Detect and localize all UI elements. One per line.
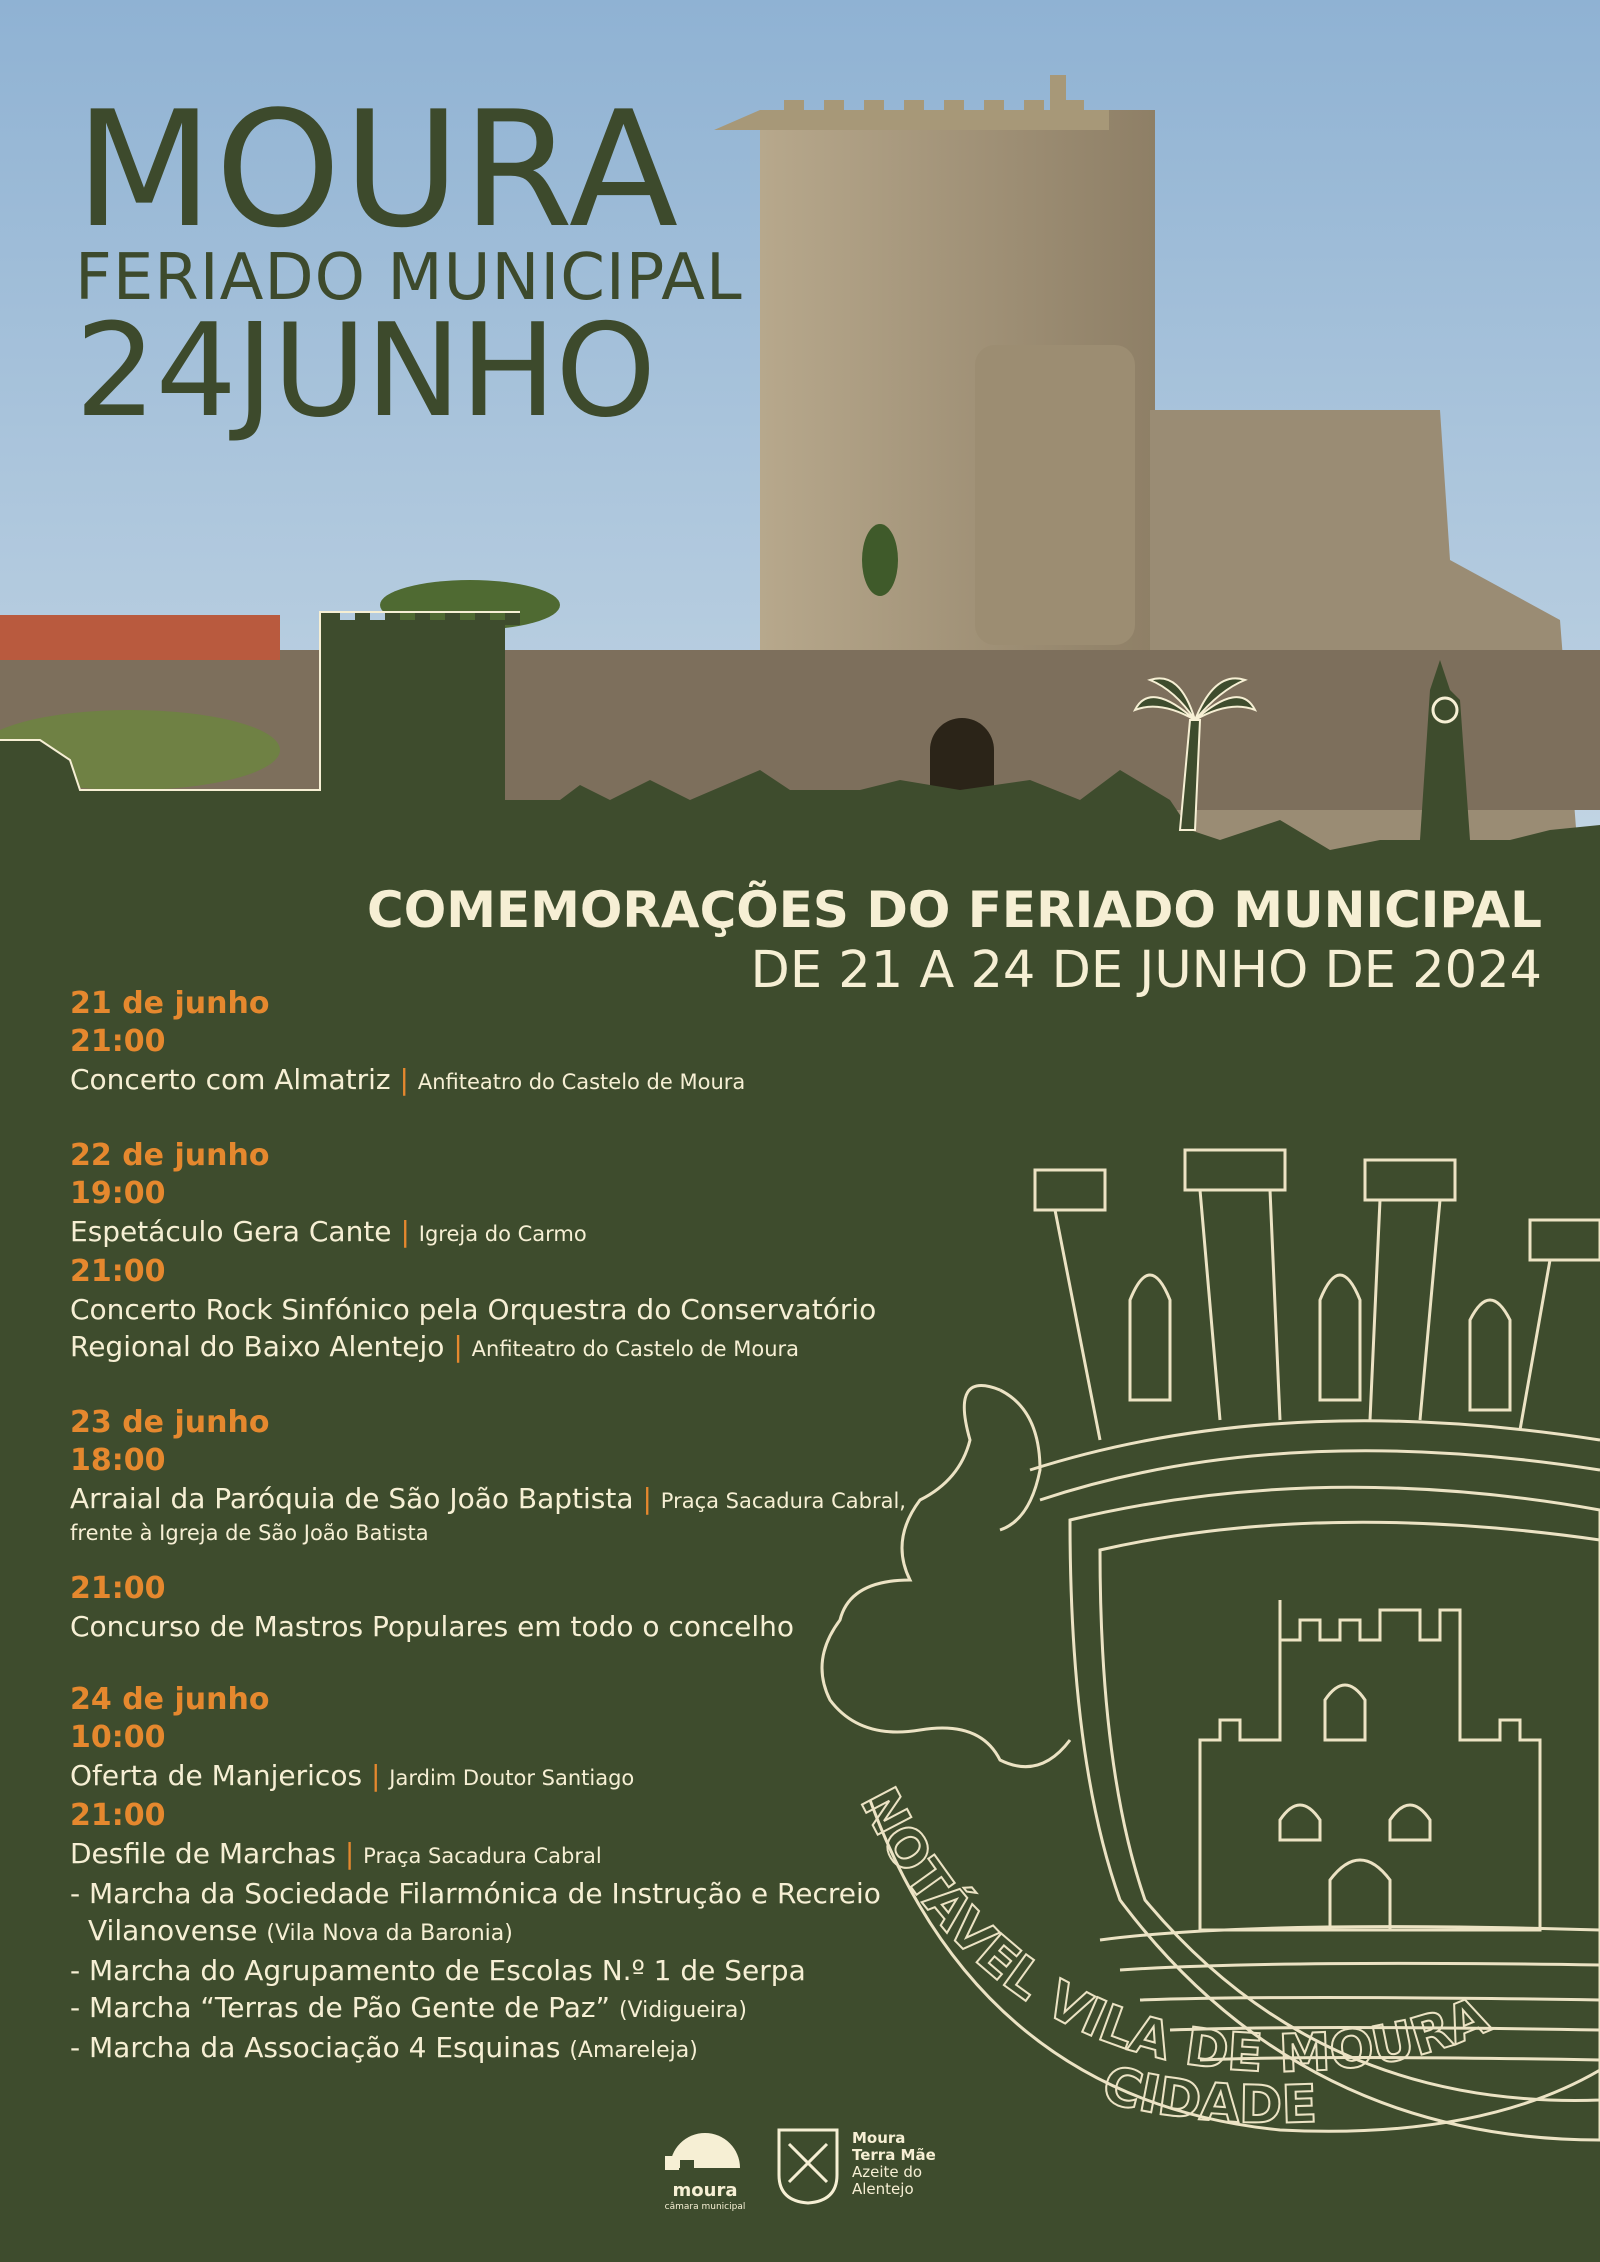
event-time: 10:00 <box>70 1720 166 1755</box>
page-subtitle: FERIADO MUNICIPAL <box>75 241 743 315</box>
marcha-title: - Marcha da Associação 4 Esquinas <box>70 2031 561 2064</box>
event-title: Concerto Rock Sinfónico pela Orquestra do Conservatório <box>70 1293 877 1326</box>
logo2-line3: Azeite do <box>852 2163 923 2181</box>
marcha-item <box>70 1875 950 1952</box>
camara-logo-icon <box>660 2118 750 2178</box>
event-venue: Praça Sacadura Cabral, <box>660 1489 906 1513</box>
logo1-name: moura <box>672 2180 738 2201</box>
terra-mae-icon <box>775 2126 841 2206</box>
camara-municipal-logo <box>660 2118 750 2212</box>
event-title: Desfile de Marchas <box>70 1837 336 1870</box>
separator: | <box>399 1063 418 1096</box>
event-title: Concurso de Mastros Populares em todo o concelho <box>70 1610 794 1643</box>
event-title: Concerto com Almatriz <box>70 1063 391 1096</box>
event-item <box>70 1835 950 1875</box>
event-item <box>70 1480 950 1546</box>
event-time: 21:00 <box>70 1254 166 1289</box>
terra-mae-text <box>852 2130 972 2198</box>
page-date: 24JUNHO <box>75 297 656 446</box>
title-block <box>75 76 743 446</box>
separator: | <box>453 1330 472 1363</box>
day-date: 23 de junho <box>70 1405 270 1440</box>
marcha-place: (Vidigueira) <box>618 1998 747 2023</box>
program-day <box>70 1137 950 1368</box>
marcha-place: (Amareleja) <box>569 2038 698 2063</box>
event-time: 21:00 <box>70 1571 166 1606</box>
event-title: Oferta de Manjericos <box>70 1759 363 1792</box>
event-time: 18:00 <box>70 1443 166 1478</box>
event-title: Espetáculo Gera Cante <box>70 1215 392 1248</box>
program-day <box>70 985 950 1101</box>
page-title: MOURA <box>75 76 681 263</box>
event-title: Arraial da Paróquia de São João Baptista <box>70 1482 634 1515</box>
event-venue: Anfiteatro do Castelo de Moura <box>417 1070 746 1094</box>
marcha-place: (Vila Nova da Baronia) <box>266 1921 513 1946</box>
event-item <box>70 1608 950 1645</box>
crest-motto: NOTÁVEL VILA DE MOURA <box>848 1778 1498 2085</box>
event-time: 21:00 <box>70 1024 166 1059</box>
event-venue: Jardim Doutor Santiago <box>389 1766 635 1790</box>
logo2-line2: Terra Mãe <box>852 2146 936 2164</box>
crest-motto-city: CIDADE <box>1096 2054 1318 2136</box>
marcha-title: - Marcha do Agrupamento de Escolas N.º 1 de Serpa <box>70 1954 806 1987</box>
logo2-line1: Moura <box>852 2129 906 2147</box>
event-venue: Igreja do Carmo <box>418 1222 587 1246</box>
event-item <box>70 1213 950 1253</box>
day-date: 22 de junho <box>70 1138 270 1173</box>
logo1-sub: câmara municipal <box>664 2202 746 2212</box>
headline-subtitle: DE 21 A 24 DE JUNHO DE 2024 <box>750 941 1542 1000</box>
event-item <box>70 1757 950 1797</box>
separator: | <box>344 1837 364 1870</box>
event-venue: Praça Sacadura Cabral <box>363 1844 602 1868</box>
marcha-item <box>70 1952 950 1989</box>
separator: | <box>370 1759 390 1792</box>
day-date: 24 de junho <box>70 1682 270 1717</box>
day-date: 21 de junho <box>70 986 270 1021</box>
terra-mae-emblem <box>775 2126 845 2206</box>
event-time: 19:00 <box>70 1176 166 1211</box>
event-venue: Anfiteatro do Castelo de Moura <box>471 1337 800 1361</box>
event-venue-cont: frente à Igreja de São João Batista <box>70 1521 429 1545</box>
marcha-title: - Marcha da Sociedade Filarmónica de Instrução e Recreio Vilanovense <box>70 1877 881 1947</box>
program-day <box>70 1681 950 2069</box>
marcha-title: - Marcha “Terras de Pão Gente de Paz” <box>70 1991 611 2024</box>
marcha-item <box>70 1989 950 2029</box>
program-headline <box>367 880 1542 1001</box>
separator: | <box>400 1215 419 1248</box>
program-day <box>70 1404 950 1645</box>
event-item <box>70 1291 950 1368</box>
separator: | <box>642 1482 661 1515</box>
event-item <box>70 1061 950 1101</box>
headline-title: COMEMORAÇÕES DO FERIADO MUNICIPAL <box>367 881 1542 939</box>
logo2-line4: Alentejo <box>852 2180 914 2198</box>
program-list <box>70 985 950 2105</box>
marcha-item <box>70 2029 950 2069</box>
event-time: 21:00 <box>70 1798 166 1833</box>
event-title-cont: Regional do Baixo Alentejo <box>70 1330 445 1363</box>
